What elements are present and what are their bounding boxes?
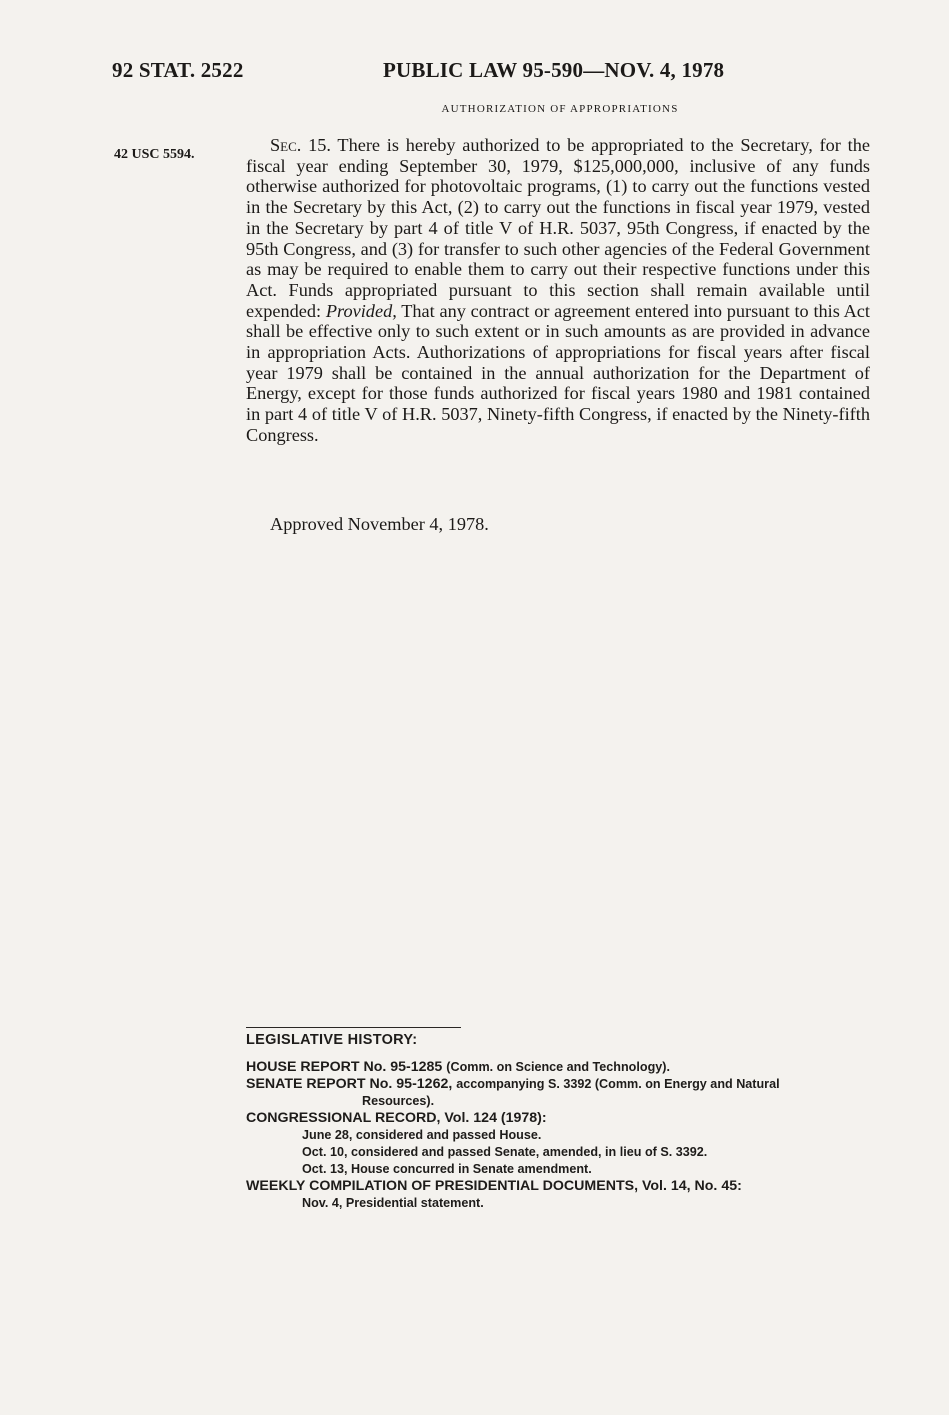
legislative-history bbox=[246, 1032, 866, 1212]
provided-clause: Provided, bbox=[325, 300, 397, 321]
record-entry: Oct. 13, House concurred in Senate amendment. bbox=[302, 1162, 592, 1176]
senate-report-detail: accompanying S. 3392 (Comm. on Energy and Natural bbox=[456, 1077, 780, 1091]
record-entry: Oct. 10, considered and passed Senate, amended, in lieu of S. 3392. bbox=[302, 1145, 708, 1159]
weekly-compilation: WEEKLY COMPILATION OF PRESIDENTIAL DOCUMENTS, Vol. 14, No. 45: bbox=[246, 1178, 742, 1194]
section-number: Sec. 15. bbox=[270, 135, 331, 155]
house-report-detail: (Comm. on Science and Technology). bbox=[446, 1060, 670, 1074]
divider-rule bbox=[246, 1027, 461, 1028]
record-entry: June 28, considered and passed House. bbox=[302, 1128, 542, 1142]
senate-report bbox=[246, 1076, 866, 1093]
legislative-history-title: LEGISLATIVE HISTORY: bbox=[246, 1032, 418, 1048]
congressional-record: CONGRESSIONAL RECORD, Vol. 124 (1978): bbox=[246, 1110, 547, 1126]
approval-line: Approved November 4, 1978. bbox=[270, 514, 489, 534]
section-body bbox=[246, 135, 870, 446]
section-text-part1: There is hereby authorized to be appropriated to the Secretary, for the fiscal year ending September 30, 1979, $125,000,000, inclusive of any funds otherwise authorized for photovoltaic programs, (1) to carry out the functions vested in the Secretary by this Act, (2) to carry out the functions in fiscal year 1979, vested in the Secretary by part 4 of title V of H.R. 5037, 95th Congress, if enacted by the 95th Congress, and (3) for transfer to such other agencies of the Federal Government as may be required to enable them to carry out their respective functions under this Act. Funds appropriated pursuant to this section shall remain available until expended: bbox=[246, 135, 870, 321]
margin-citation: 42 USC 5594. bbox=[114, 147, 195, 162]
section-heading: AUTHORIZATION OF APPROPRIATIONS bbox=[441, 103, 679, 115]
senate-report-continued: Resources). bbox=[362, 1094, 435, 1108]
running-header-law: PUBLIC LAW 95-590—NOV. 4, 1978 bbox=[383, 58, 725, 82]
house-report bbox=[246, 1059, 866, 1076]
running-header-stat: 92 STAT. 2522 bbox=[112, 58, 244, 82]
senate-report-label: SENATE REPORT No. 95-1262, bbox=[246, 1076, 453, 1092]
house-report-label: HOUSE REPORT No. 95-1285 bbox=[246, 1059, 443, 1075]
weekly-entry: Nov. 4, Presidential statement. bbox=[302, 1196, 484, 1210]
section-text-part2: That any contract or agreement entered into pursuant to this Act shall be effective only to such extent or in such amounts as are provided in advance in appropriation Acts. Authorizations of appropriations for fiscal years after fiscal year 1979 shall be contained in the annual authorization for the Department of Energy, except for those funds authorized for fiscal years 1980 and 1981 contained in part 4 of title V of H.R. 5037, Ninety-fifth Congress, if enacted by the Ninety-fifth Congress. bbox=[246, 300, 870, 445]
